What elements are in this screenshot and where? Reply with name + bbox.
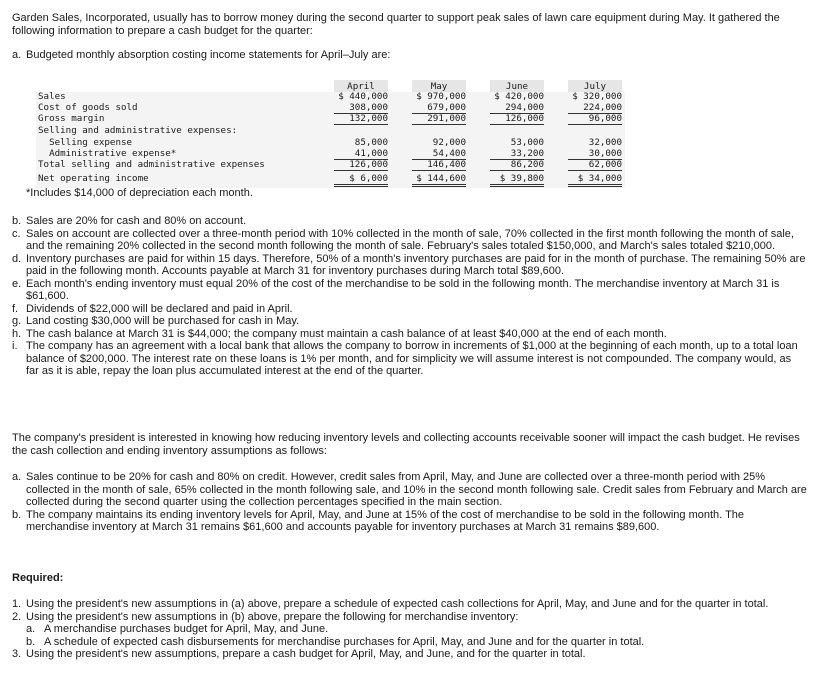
cell-july: 96,000 — [588, 113, 622, 124]
item-a-label: a. — [12, 49, 22, 61]
list-item — [12, 340, 807, 378]
list-item — [12, 303, 807, 316]
cell-april: 308,000 — [349, 102, 388, 113]
list-item — [12, 278, 807, 303]
cell-may: 146,400 — [427, 159, 466, 170]
column-header-june: June — [505, 81, 529, 92]
item-label: a. — [26, 623, 36, 635]
item-label: i. — [12, 340, 18, 352]
item-text: Using the president's new assumptions, prepare a cash budget for April, May, and June, and for the quarter in total. — [26, 648, 586, 660]
item-text: Land costing $30,000 will be purchased for cash in May. — [26, 315, 300, 327]
item-label: 2. — [12, 610, 22, 623]
item-text: The company has an agreement with a local bank that allows the company to borrow in increments of $1,000 at the beginning of each month, up to a total loan balance of $200,000. The interest rate on these loans is 1% per month, and for simplicity we will assume interest is not compounded. The company would, as far as it is able, repay the loan plus accumulated interest at the end of the quarter. — [26, 340, 798, 377]
cell-april: 41,000 — [354, 148, 388, 159]
cell-june: 86,200 — [510, 159, 544, 170]
item-text: A merchandise purchases budget for April, May, and June. — [44, 623, 329, 635]
item-text: Inventory purchases are paid for within 15 days. Therefore, 50% of a month's inventory purchases are paid for in the month of purchase. The remaining 50% are paid in the following month. Accounts payable at March 31 for inventory purchases during March total $89,600. — [26, 252, 806, 277]
cell-may: $ 970,000 — [416, 91, 466, 102]
cell-june: $ 39,800 — [499, 173, 544, 184]
cell-april: 132,000 — [349, 113, 388, 124]
president-paragraph: The company's president is interested in knowing how reducing inventory levels and collecting accounts receivable sooner will impact the cash budget. He revises the cash collection and ending inventory assumptions as follows: — [12, 432, 800, 457]
list-item — [12, 471, 807, 509]
cell-june: $ 420,000 — [494, 91, 544, 102]
cell-may: 92,000 — [432, 137, 466, 148]
cell-july: 224,000 — [583, 102, 622, 113]
table-row-sga-heading — [36, 125, 625, 136]
cell-april: $ 440,000 — [338, 91, 388, 102]
item-text: Sales on account are collected over a three-month period with 10% collected in the month of sale, 70% collected in the first month following the month of sale, and the remaining 20% collected in the second month following the month of sale. February's sales totaled $150,000, and March's sales totaled $210,000. — [26, 227, 794, 252]
item-label: g. — [12, 315, 22, 327]
intro-paragraph: Garden Sales, Incorporated, usually has to borrow money during the second quarter to support peak sales of lawn care equipment during May. It gathered the following information to prepare a cash budget for the quarter: — [12, 12, 780, 37]
list-item — [12, 228, 807, 253]
row-label: Net operating income — [38, 173, 149, 184]
revised-assumption-list — [12, 471, 807, 534]
cell-july: $ 320,000 — [572, 91, 622, 102]
list-item — [12, 636, 807, 649]
cell-july: $ 34,000 — [577, 173, 622, 184]
row-label: Selling expense — [38, 137, 133, 148]
cell-june: 53,000 — [510, 137, 544, 148]
list-item — [12, 611, 807, 624]
cell-april: 85,000 — [354, 137, 388, 148]
item-text: Each month's ending inventory must equal 20% of the cost of the merchandise to be sold in the following month. The merchandise inventory at March 31 is $61,600. — [26, 277, 780, 302]
item-label: d. — [12, 252, 22, 265]
row-label: Administrative expense* — [38, 148, 177, 159]
item-a-text: Budgeted monthly absorption costing income statements for April–July are: — [26, 49, 391, 61]
table-row-admin — [36, 148, 625, 159]
item-a — [12, 49, 807, 62]
assumption-list — [12, 215, 807, 378]
list-item — [12, 598, 807, 611]
cell-july: 32,000 — [588, 137, 622, 148]
item-label: c. — [12, 227, 21, 240]
cell-april: 126,000 — [349, 159, 388, 170]
item-text: Sales are 20% for cash and 80% on account. — [26, 215, 247, 227]
underline — [568, 170, 622, 171]
cell-may: 679,000 — [427, 102, 466, 113]
row-label: Selling and administrative expenses: — [38, 125, 238, 136]
item-label: b. — [12, 215, 22, 227]
item-text: Using the president's new assumptions in (b) above, prepare the following for merchandise inventory: — [26, 610, 519, 623]
cell-june: 294,000 — [505, 102, 544, 113]
list-item — [12, 623, 807, 636]
table-row-total-sga — [36, 159, 625, 170]
item-label: 1. — [12, 598, 22, 610]
row-label: Sales — [38, 91, 66, 102]
column-header-april: April — [347, 81, 375, 92]
item-label: a. — [12, 471, 22, 483]
cell-may: 291,000 — [427, 113, 466, 124]
cell-june: 33,200 — [510, 148, 544, 159]
required-heading: Required: — [12, 572, 64, 584]
item-text: The cash balance at March 31 is $44,000; the company must maintain a cash balance of at least $40,000 at the end of each month. — [26, 327, 667, 340]
underline — [490, 170, 544, 171]
column-header-july: July — [583, 81, 607, 92]
row-label: Gross margin — [38, 113, 105, 124]
item-label: b. — [12, 508, 22, 521]
list-item — [12, 328, 807, 341]
table-row-sales — [36, 91, 625, 102]
table-row-gross-margin — [36, 113, 625, 124]
item-text: The company maintains its ending inventory levels for April, May, and June at 15% of the cost of merchandise to be sold in the following month. The merchandise inventory at March 31 remains $61,600 and accounts payable for inventory purchases at March 31 remains $89,600. — [26, 508, 745, 533]
item-text: Sales continue to be 20% for cash and 80% on credit. However, credit sales from April, May, and June are collected over a three-month period with 25% collected in the month of sale, 65% collected in the month following sale, and 10% in the second month following sale. Credit sales from February and March are collected during the second quarter using the collection percentages specified in the main section. — [26, 471, 807, 508]
table-row-net-operating-income — [36, 173, 625, 184]
item-label: h. — [12, 327, 22, 340]
cell-june: 126,000 — [505, 113, 544, 124]
item-label: b. — [26, 635, 36, 648]
list-item — [12, 648, 807, 661]
cell-april: $ 6,000 — [349, 173, 388, 184]
list-item — [12, 509, 807, 534]
cell-july: 62,000 — [588, 159, 622, 170]
item-text: Using the president's new assumptions in (a) above, prepare a schedule of expected cash collections for April, May, and June and for the quarter in total. — [26, 598, 769, 610]
table-row-cogs — [36, 102, 625, 113]
item-label: 3. — [12, 648, 22, 660]
row-label: Total selling and administrative expenses — [38, 159, 265, 170]
underline — [334, 170, 388, 171]
footnote: *Includes $14,000 of depreciation each month. — [26, 187, 253, 199]
cell-july: 30,000 — [588, 148, 622, 159]
cell-may: $ 144,600 — [416, 173, 466, 184]
list-item — [12, 253, 807, 278]
column-header-may: May — [430, 81, 448, 92]
row-label: Cost of goods sold — [38, 102, 138, 113]
table-row-selling — [36, 137, 625, 148]
item-label: f. — [12, 302, 19, 315]
item-text: A schedule of expected cash disbursements for merchandise purchases for April, May, and June and for the quarter in total. — [44, 635, 645, 648]
required-list — [12, 598, 807, 661]
item-text: Dividends of $22,000 will be declared and paid in April. — [26, 302, 293, 315]
cell-may: 54,400 — [432, 148, 466, 159]
underline — [412, 170, 466, 171]
list-item — [12, 315, 807, 328]
list-item — [12, 215, 807, 228]
item-label: e. — [12, 277, 22, 290]
